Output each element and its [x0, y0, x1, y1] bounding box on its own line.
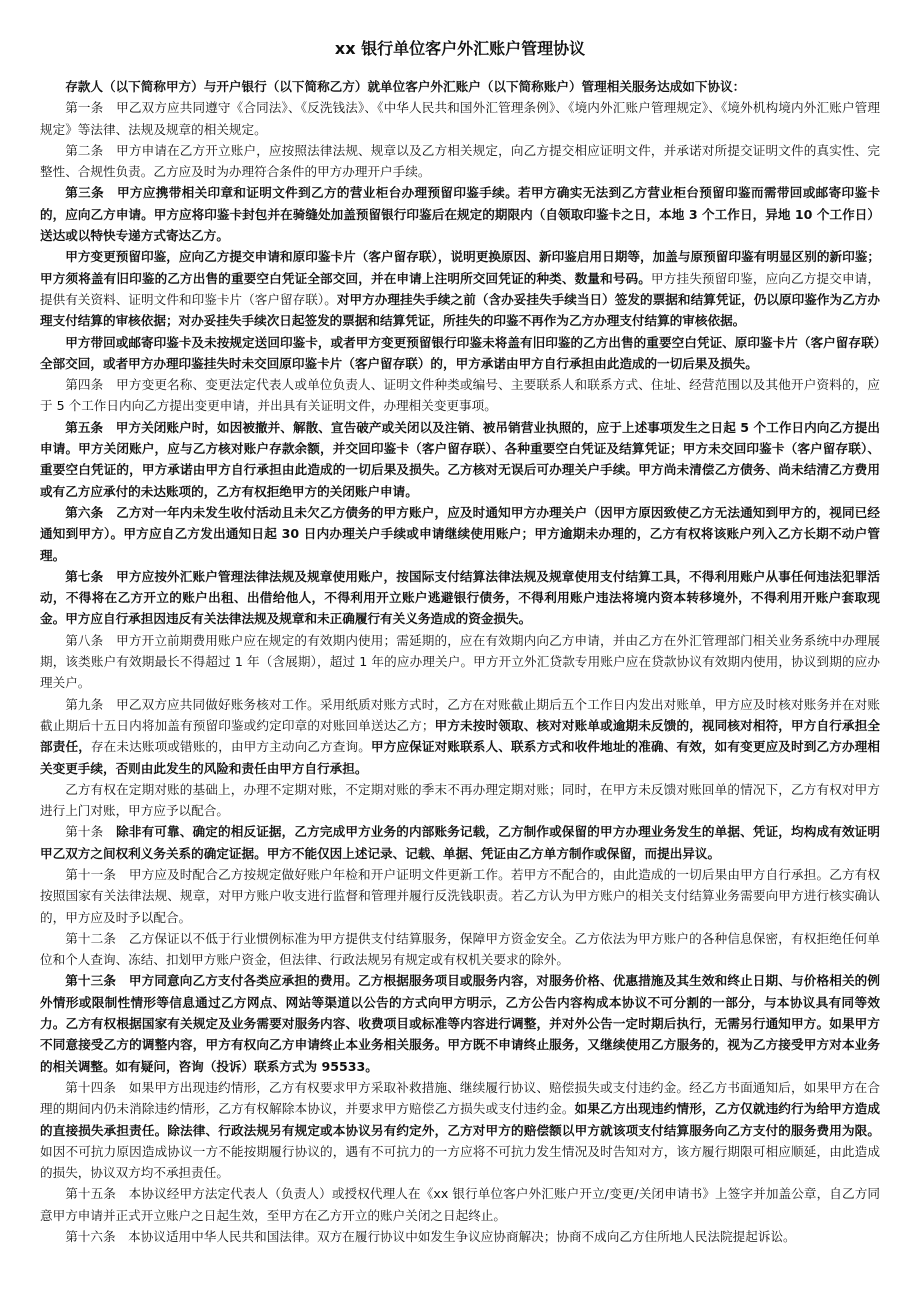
text-run: 第十四条 如果甲方出现违约情形，乙方有权要求甲方采取补救措施、继续履行协议、赔偿损失或支付违约金。经乙方书面通知后，如果甲方在合理的期间内仍未消除违约情形，乙方有权解除本协议，并要求甲方赔偿乙方损失或支付违约金。: [40, 1079, 880, 1117]
clause-paragraph: [40, 502, 880, 566]
bold-text-run: 第十三条 甲方同意向乙方支付各类应承担的费用。乙方根据服务项目或服务内容，对服务价格、优惠措施及其生效和终止日期、与价格相关的例外情形或限制性情形等信息通过乙方网点、网站等渠道以公告的方式向甲方明示，乙方公告内容构成本协议不可分割的一部分，与本协议具有同等效力。乙方有权根据国家有关规定及业务需要对服务内容、收费项目或标准等内容进行调整，并对外公告一定时期后执行，无需另行通知甲方。如果甲方不同意接受乙方的调整内容，甲方有权向乙方申请终止本业务相关服务。甲方既不申请终止服务，又继续使用乙方服务的，视为乙方接受甲方对本业务的相关调整。如有疑问，咨询（投诉）联系方式为 95533。: [40, 973, 880, 1074]
bold-text-run: 第五条 甲方关闭账户时，如因被撤并、解散、宣告破产或关闭以及注销、被吊销营业执照的，应于上述事项发生之日起 5 个工作日内向乙方提出申请。甲方关闭账户，应与乙方核对账户存款余额，并交回印鉴卡（客户留存联）、各种重要空白凭证及结算凭证；甲方未交回印鉴卡（客户留存联）、重要空白凭证的，甲方承诺由甲方自行承担由此造成的一切后果及损失。乙方核对无误后可办理关户手续。甲方尚未清偿乙方债务、尚未结清乙方费用或有乙方应承付的未达账项的，乙方有权拒绝甲方的关闭账户申请。: [40, 419, 880, 499]
text-run: 第八条 甲方开立前期费用账户应在规定的有效期内使用；需延期的，应在有效期内向乙方申请，并由乙方在外汇管理部门相关业务系统中办理展期，该类账户有效期最长不得超过 1 年（含展期），超过 1 年的应办理关户。甲方开立外汇贷款专用账户应在贷款协议有效期内使用，协议到期的应办理关户。: [40, 632, 880, 691]
clause-paragraph: [40, 970, 880, 1076]
clause-paragraph: [40, 1183, 880, 1226]
clause-paragraph: [40, 779, 880, 822]
bold-text-run: 除非有可靠、确定的相反证据，乙方完成甲方业务的内部账务记载，乙方制作或保留的甲方办理业务发生的单据、凭证，均构成有效证明甲乙双方之间权利义务关系的确定证据。甲方不能仅因上述记录、记载、单据、凭证由乙方单方制作或保留，而提出异议。: [40, 824, 881, 861]
text-run: 第十五条 本协议经甲方法定代表人（负责人）或授权代理人在《xx 银行单位客户外汇账户开立/变更/关闭申请书》上签字并加盖公章，自乙方同意甲方申请并正式开立账户之日起生效，至甲方在乙方开立的账户关闭之日起终止。: [40, 1186, 880, 1223]
text-run: 第十一条 甲方应及时配合乙方按规定做好账户年检和开户证明文件更新工作。若甲方不配合的，由此造成的一切后果由甲方自行承担。乙方有权按照国家有关法律法规、规章，对甲方账户收支进行监督和管理并履行反洗钱职责。若乙方认为甲方账户的相关支付结算业务需要向甲方进行核实确认的，甲方应及时予以配合。: [40, 866, 880, 925]
clause-paragraph: [40, 1226, 880, 1247]
clause-paragraph: [40, 374, 880, 417]
clause-paragraph: [40, 246, 880, 331]
bold-text-run: 甲方未按时领取、核对对账单或逾期未反馈的，视同核对相符，甲方自行承担全部责任，: [40, 717, 881, 755]
clause-paragraph: [40, 928, 880, 971]
text-run: 第四条 甲方变更名称、变更法定代表人或单位负责人、证明文件种类或编号、主要联系人和联系方式、住址、经营范围以及其他开户资料的，应于 5 个工作日内向乙方提出变更申请，并出具有关证明文件，办理相关变更事项。: [40, 377, 880, 414]
bold-text-run: 如果乙方出现违约情形，乙方仅就违约行为给甲方造成的直接损失承担责任。除法律、行政法规另有规定或本协议另有约定外，乙方对甲方的赔偿额以甲方就该项支付结算服务向乙方支付的服务费用为限。: [40, 1101, 881, 1138]
clause-paragraph: [40, 140, 880, 183]
text-run: 第十条: [65, 824, 117, 840]
clause-paragraph: [40, 97, 880, 140]
clause-paragraph: [40, 630, 880, 694]
text-run: 第二条 甲方申请在乙方开立账户，应按照法律法规、规章以及乙方相关规定，向乙方提交相应证明文件，并承诺对所提交证明文件的真实性、完整性、合规性负责。乙方应及时为办理符合条件的甲方办理开户手续。: [40, 142, 880, 180]
text-run: 第一条 甲乙双方应共同遵守《合同法》、《反洗钱法》、《中华人民共和国外汇管理条例》、《境内外汇账户管理规定》、《境外机构境内外汇账户管理规定》等法律、法规及规章的相关规定。: [40, 100, 880, 137]
clause-paragraph: [40, 566, 880, 630]
bold-text-run: 对甲方办理挂失手续之前（含办妥挂失手续当日）签发的票据和结算凭证，仍以原印鉴作为乙方办理支付结算的审核依据；对办妥挂失手续次日起签发的票据和结算凭证，所挂失的印鉴不再作为乙方办理支付结算的审核依据。: [40, 291, 881, 329]
clause-paragraph: [40, 417, 880, 502]
bold-text-run: 第六条 乙方对一年内未发生收付活动且未欠乙方债务的甲方账户，应及时通知甲方办理关户（因甲方原因致使乙方无法通知到甲方的，视同已经通知到甲方）。甲方应自乙方发出通知日起 30 日内办理关户手续或申请继续使用账户；甲方逾期未办理的，乙方有权将该账户列入乙方长期不动户管理。: [40, 504, 880, 563]
document-title: xx 银行单位客户外汇账户管理协议: [334, 39, 586, 58]
bold-text-run: 第三条 甲方应携带相关印章和证明文件到乙方的营业柜台办理预留印鉴手续。若甲方确实无法到乙方营业柜台预留印鉴而需带回或邮寄印鉴卡的，应向乙方申请。甲方应将印鉴卡封包并在骑缝处加盖预留银行印鉴后在规定的期限内（自领取印鉴卡之日，本地 3 个工作日，异地 10 个工作日）送达或以特快专递方式寄达乙方。: [40, 185, 880, 244]
text-run: 第十六条 本协议适用中华人民共和国法律。双方在履行协议中如发生争议应协商解决；协商不成向乙方住所地人民法院提起诉讼。: [65, 1229, 796, 1245]
clause-paragraph: [40, 332, 880, 375]
clause-paragraph: [40, 864, 880, 928]
agreement-body: [40, 76, 880, 1247]
bold-text-run: 第七条 甲方应按外汇账户管理法律法规及规章使用账户，按国际支付结算法律法规及规章使用支付结算工具，不得利用账户从事任何违法犯罪活动，不得将在乙方开立的账户出租、出借给他人，不得利用开立账户逃避银行债务，不得利用账户违法将境内资本转移境外，不得利用开账户套取现金。甲方应自行承担因违反有关法律法规及规章和未正确履行有关义务造成的资金损失。: [40, 568, 880, 627]
bold-text-run: 存款人（以下简称甲方）与开户银行（以下简称乙方）就单位客户外汇账户（以下简称账户）管理相关服务达成如下协议：: [65, 79, 746, 94]
text-run: 存在未达账项或错账的，由甲方主动向乙方查询。: [90, 739, 371, 755]
clause-paragraph: [40, 76, 880, 97]
bold-text-run: 甲方应保证对账联系人、联系方式和收件地址的准确、有效，如有变更应及时到乙方办理相关变更手续，否则由此发生的风险和责任由甲方自行承担。: [40, 739, 881, 776]
text-run: 第九条 甲乙双方应共同做好账务核对工作。采用纸质对账方式时，乙方在对账截止期后五个工作日内发出对账单，甲方应及时核对账务并在对账截止期后十五日内将加盖有预留印鉴或约定印章的对账回单送达乙方；: [40, 696, 880, 733]
bold-text-run: 甲方变更预留印鉴，应向乙方提交申请和原印鉴卡片（客户留存联），说明更换原因、新印鉴启用日期等，加盖与原预留印鉴有明显区别的新印鉴；甲方须将盖有旧印鉴的乙方出售的重要空白凭证全部交回，并在申请上注明所交回凭证的种类、数量和号码。: [40, 249, 880, 286]
text-run: 甲方挂失预留印鉴，应向乙方提交申请，提供有关资料、证明文件和印鉴卡片（客户留存联）。: [40, 270, 881, 307]
clause-paragraph: [40, 821, 880, 864]
text-run: 如因不可抗力原因造成协议一方不能按期履行协议的，遇有不可抗力的一方应将不可抗力发生情况及时告知对方，该方履行期限可相应顺延，由此造成的损失，协议双方均不承担责任。: [40, 1143, 880, 1181]
text-run: 第十二条 乙方保证以不低于行业惯例标准为甲方提供支付结算服务，保障甲方资金安全。乙方依法为甲方账户的各种信息保密，有权拒绝任何单位和个人查询、冻结、扣划甲方账户资金，但法律、行政法规另有规定或有权机关要求的除外。: [40, 930, 880, 968]
clause-paragraph: [40, 182, 880, 246]
clause-paragraph: [40, 1077, 880, 1183]
bold-text-run: 甲方带回或邮寄印鉴卡及未按规定送回印鉴卡，或者甲方变更预留银行印鉴未将盖有旧印鉴的乙方出售的重要空白凭证、原印鉴卡片（客户留存联）全部交回，或者甲方办理印鉴挂失时未交回原印鉴卡片（客户留存联）的，甲方承诺由甲方自行承担由此造成的一切后果及损失。: [40, 334, 880, 371]
text-run: 乙方有权在定期对账的基础上，办理不定期对账，不定期对账的季末不再办理定期对账；同时，在甲方未反馈对账回单的情况下，乙方有权对甲方进行上门对账，甲方应予以配合。: [40, 781, 880, 819]
clause-paragraph: [40, 694, 880, 779]
